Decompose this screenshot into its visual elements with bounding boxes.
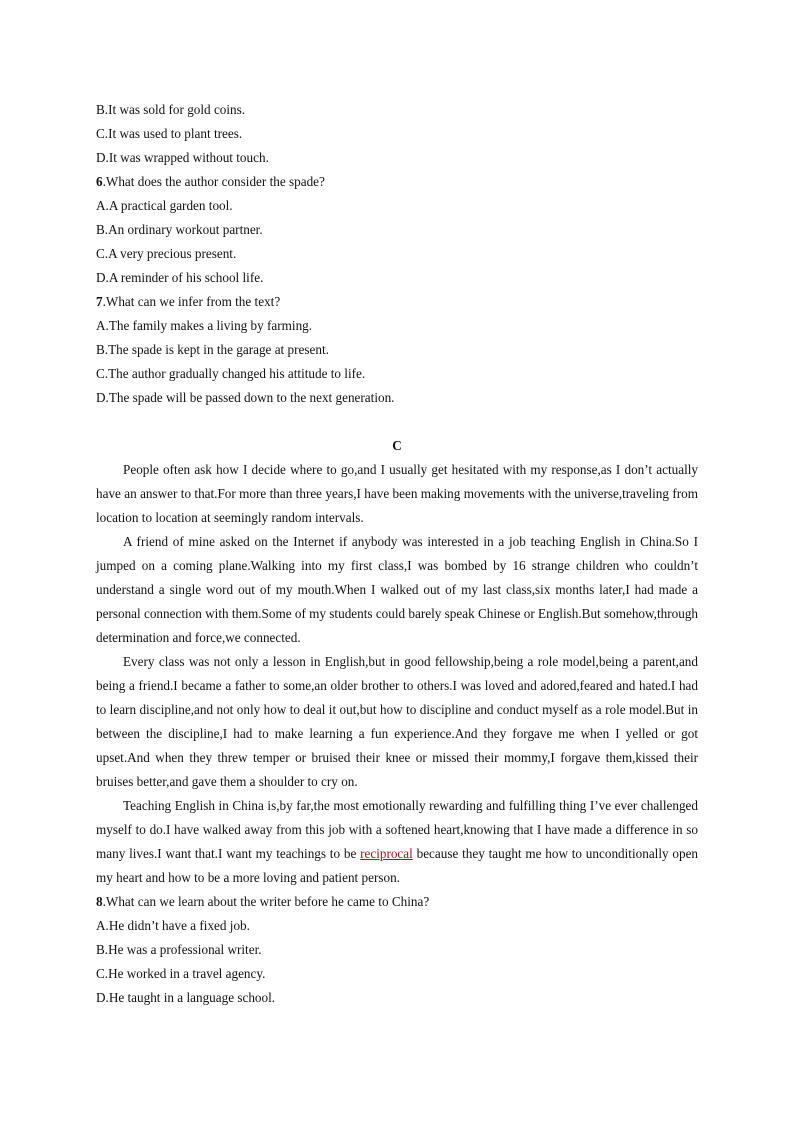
q6-option-b: B.An ordinary workout partner. — [96, 222, 263, 237]
q6-option-a: A.A practical garden tool. — [96, 198, 233, 213]
q8-number: 8 — [96, 894, 103, 909]
q7-number: 7 — [96, 294, 103, 309]
paragraph-4-text-before: Teaching English in China is,by far,the most emotionally rewarding and fulfilling thing I’ve ever challenged myself to do.I have walked away from this job with a softened heart,knowing that I have made a difference in so many lives.I want that.I want my teachings to be — [96, 798, 698, 861]
q8-option-d: D.He taught in a language school. — [96, 990, 276, 1005]
passage-paragraph-2: A friend of mine asked on the Internet if anybody was interested in a job teaching English in China.So I jumped on a coming plane.Walking into my first class,I was bombed by 16 strange children who couldn’t understand a single word out of my mouth.When I walked out of my last class,six months later,I had made a personal connection with them.Some of my students could barely speak Chinese or English.But somehow,through determination and force,we connected. — [96, 534, 699, 645]
section-c-heading: C — [392, 438, 402, 453]
q6-stem — [96, 170, 698, 194]
q8-option-c: C.He worked in a travel agency. — [96, 966, 266, 981]
q7-option-c: C.The author gradually changed his attitude to life. — [96, 366, 366, 381]
q6-option-c: C.A very precious present. — [96, 246, 237, 261]
passage-paragraph-4 — [96, 794, 698, 890]
q5-option-b: B.It was sold for gold coins. — [96, 102, 246, 117]
q8-option-a: A.He didn’t have a fixed job. — [96, 918, 250, 933]
q7-option-d: D.The spade will be passed down to the next generation. — [96, 390, 395, 405]
passage-paragraph-1: People often ask how I decide where to go,and I usually get hesitated with my response,as I don’t actually have an answer to that.For more than three years,I have been making movements with the universe,traveling from location to location at seemingly random intervals. — [96, 462, 698, 525]
q6-number: 6 — [96, 174, 103, 189]
vocab-word-link[interactable]: reciprocal — [360, 846, 413, 861]
q8-stem-text: .What can we learn about the writer before he came to China? — [102, 894, 430, 909]
q7-stem-text: .What can we infer from the text? — [102, 294, 281, 309]
page-content — [96, 98, 698, 1010]
passage-paragraph-3: Every class was not only a lesson in English,but in good fellowship,being a role model,being a parent,and being a friend.I became a father to some,an older brother to others.I was loved and adored,feared and hated.I had to learn discipline,and not only how to deal it out,but how to discipline and conduct myself as a role model.But in between the discipline,I had to make learning a fun experience.And they forgave me when I yelled or got upset.And when they threw temper or bruised their knee or missed their mommy,I forgave them,kissed their bruises better,and gave them a shoulder to cry on. — [96, 654, 698, 789]
q6-option-d: D.A reminder of his school life. — [96, 270, 264, 285]
q8-option-b: B.He was a professional writer. — [96, 942, 262, 957]
q5-option-c: C.It was used to plant trees. — [96, 126, 243, 141]
q7-stem — [96, 290, 698, 314]
q8-stem — [96, 890, 698, 914]
q5-option-d: D.It was wrapped without touch. — [96, 150, 269, 165]
q6-stem-text: .What does the author consider the spade? — [102, 174, 325, 189]
paragraph-4-text-after: because they taught me how to unconditionally open my heart and how to be a more loving and patient person. — [96, 846, 699, 885]
q7-option-a: A.The family makes a living by farming. — [96, 318, 313, 333]
q7-option-b: B.The spade is kept in the garage at present. — [96, 342, 329, 357]
